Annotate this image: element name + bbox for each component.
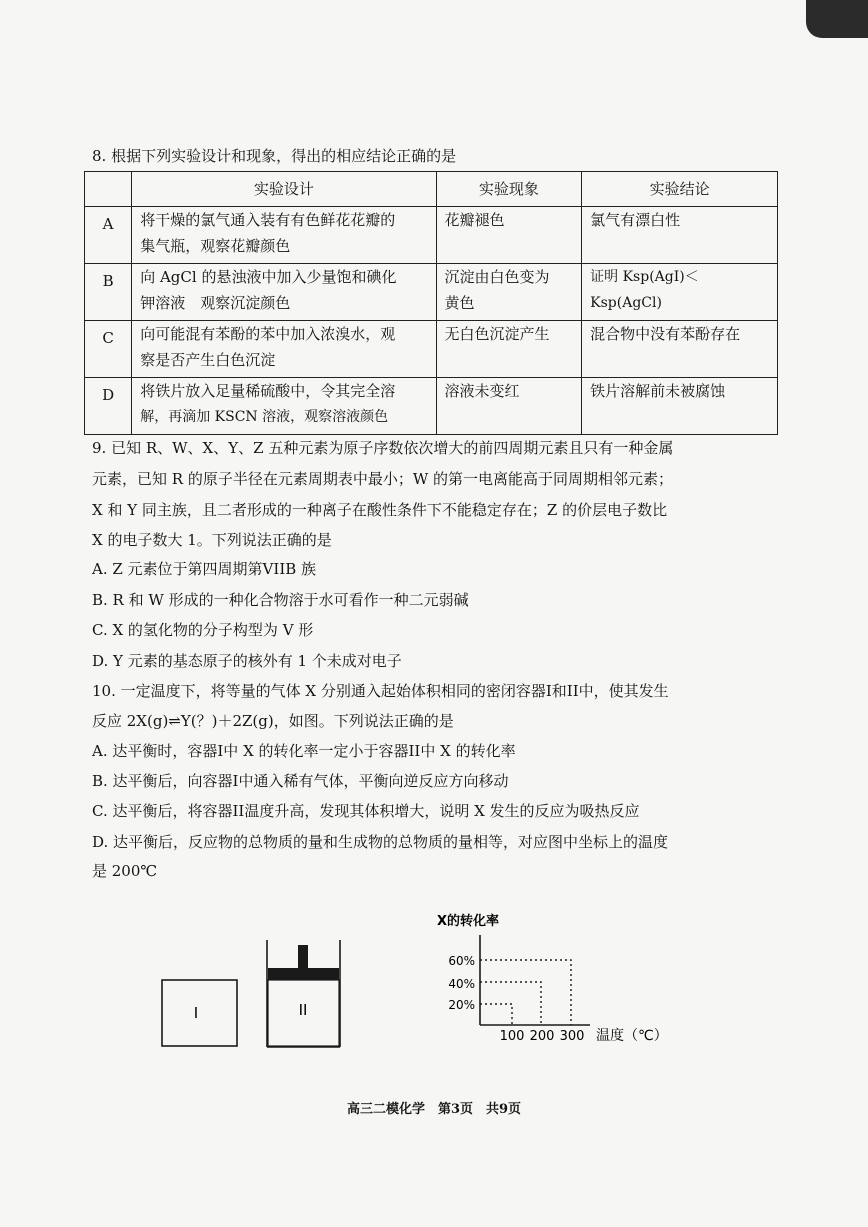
- page-footer: 高三二模化学 第3页 共9页: [346, 1102, 522, 1117]
- design-line: 集气瓶，观察花瓣颜色: [140, 237, 291, 255]
- question-10-option-d: D. 达平衡后，反应物的总物质的量和生成物的总物质的量相等，对应图中坐标上的温度: [92, 833, 669, 851]
- question-9-stem: X 和 Y 同主族，且二者形成的一种离子在酸性条件下不能稳定存在；Z 的价层电子数比: [92, 501, 668, 519]
- question-9-option-d: D. Y 元素的基态原子的核外有 1 个未成对电子: [92, 652, 402, 670]
- table-row: [85, 207, 778, 264]
- x-tick-200: 200: [529, 1029, 555, 1044]
- container-1: [162, 980, 237, 1046]
- conclusion-line: 证明 Ksp(AgI)＜Ksp(AgCl): [590, 269, 699, 311]
- question-10-option-c: C. 达平衡后，将容器II温度升高，发现其体积增大，说明 X 发生的反应为吸热反应: [92, 802, 640, 820]
- conclusion-cell: [582, 207, 778, 264]
- table-row: [85, 264, 778, 321]
- phenomenon-line: 沉淀由白色变为: [444, 268, 550, 286]
- question-10-stem: 反应 2X(g)⇌Y(？)＋2Z(g)，如图。下列说法正确的是: [92, 712, 454, 730]
- table-row: [85, 321, 778, 378]
- y-tick-20: 20%: [448, 998, 475, 1012]
- reaction-figure: [150, 905, 690, 1055]
- piston-plate: [268, 968, 339, 980]
- option-label: A: [85, 207, 132, 264]
- phenomenon-cell: [436, 378, 582, 435]
- y-tick-40: 40%: [448, 977, 475, 991]
- header-phenomenon: 实验现象: [436, 172, 582, 207]
- design-line: 察是否产生白色沉淀: [140, 351, 276, 369]
- question-9-stem: 9. 已知 R、W、X、Y、Z 五种元素为原子序数依次增大的前四周期元素且只有一种金属: [92, 439, 674, 457]
- question-9-option-a: A. Z 元素位于第四周期第VIIB 族: [92, 560, 317, 578]
- phenomenon-line: 无白色沉淀产生: [444, 325, 550, 343]
- option-label: B: [85, 264, 132, 321]
- phenomenon-line: 黄色: [444, 294, 475, 312]
- conclusion-cell: [582, 321, 778, 378]
- conclusion-line: 氯气有漂白性: [590, 211, 681, 229]
- dotted-guide-300: [480, 960, 571, 1025]
- dotted-guide-100: [480, 1004, 512, 1025]
- phenomenon-line: 溶液未变红: [444, 382, 520, 400]
- container-2-label: II: [298, 1001, 308, 1019]
- design-line: 将铁片放入足量稀硫酸中，令其完全溶: [140, 382, 396, 400]
- question-9-option-b: B. R 和 W 形成的一种化合物溶于水可看作一种二元弱碱: [92, 591, 469, 609]
- design-cell: [132, 207, 436, 264]
- conclusion-cell: [582, 378, 778, 435]
- conclusion-line: 混合物中没有苯酚存在: [590, 325, 741, 343]
- header-conclusion: 实验结论: [582, 172, 778, 207]
- table-row: [85, 378, 778, 435]
- question-10-option-a: A. 达平衡时，容器I中 X 的转化率一定小于容器II中 X 的转化率: [92, 742, 516, 760]
- experiment-table: [84, 171, 778, 435]
- design-line: 钾溶液 观察沉淀颜色: [140, 294, 291, 312]
- design-line: 向可能混有苯酚的苯中加入浓溴水，观: [140, 325, 396, 343]
- y-axis-title: X的转化率: [437, 914, 500, 929]
- x-tick-100: 100: [499, 1029, 525, 1044]
- design-cell: [132, 321, 436, 378]
- question-10-option-d-cont: 是 200℃: [92, 862, 158, 880]
- phenomenon-cell: [436, 321, 582, 378]
- question-10-option-b: B. 达平衡后，向容器I中通入稀有气体，平衡向逆反应方向移动: [92, 772, 509, 790]
- conclusion-cell: [582, 264, 778, 321]
- design-cell: [132, 378, 436, 435]
- container-1-label: I: [193, 1004, 199, 1022]
- x-axis-title: 温度（℃）: [596, 1028, 668, 1044]
- header-option: [85, 172, 132, 207]
- phenomenon-line: 花瓣褪色: [444, 211, 505, 229]
- option-label: C: [85, 321, 132, 378]
- phenomenon-cell: [436, 264, 582, 321]
- page-corner-tab: [806, 0, 868, 38]
- design-cell: [132, 264, 436, 321]
- option-label: D: [85, 378, 132, 435]
- piston-rod: [298, 945, 308, 969]
- phenomenon-cell: [436, 207, 582, 264]
- table-header-row: [85, 172, 778, 207]
- question-8-title: 8. 根据下列实验设计和现象，得出的相应结论正确的是: [92, 147, 457, 165]
- header-design: 实验设计: [132, 172, 436, 207]
- design-line: 解，再滴加 KSCN 溶液，观察溶液颜色: [140, 409, 389, 425]
- question-9-stem: X 的电子数大 1。下列说法正确的是: [92, 531, 332, 549]
- question-9-option-c: C. X 的氢化物的分子构型为 V 形: [92, 621, 314, 639]
- y-tick-60: 60%: [448, 954, 475, 968]
- x-tick-300: 300: [559, 1029, 585, 1044]
- question-9-stem: 元素，已知 R 的原子半径在元素周期表中最小；W 的第一电离能高于同周期相邻元素；: [92, 470, 674, 488]
- design-line: 将干燥的氯气通入装有有色鲜花花瓣的: [140, 211, 396, 229]
- design-line: 向 AgCl 的悬浊液中加入少量饱和碘化: [140, 268, 397, 286]
- question-10-stem: 10. 一定温度下，将等量的气体 X 分别通入起始体积相同的密闭容器I和II中，使其发生: [92, 682, 669, 700]
- conclusion-line: 铁片溶解前未被腐蚀: [590, 382, 726, 400]
